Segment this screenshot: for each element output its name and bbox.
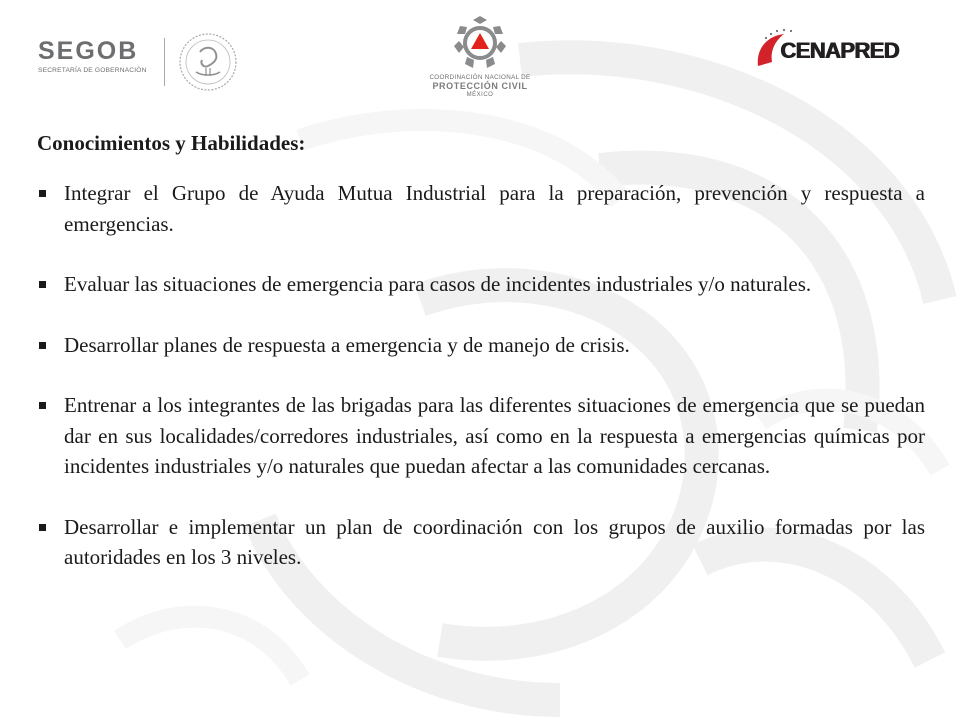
list-item-text: Desarrollar e implementar un plan de coordinación con los grupos de auxilio formadas por las autoridades en los 3 niveles. — [64, 514, 925, 569]
cenapred-name: CENAPRED — [780, 38, 899, 63]
list-item — [37, 512, 925, 573]
skills-list — [37, 178, 925, 573]
list-item — [37, 330, 925, 361]
mexico-coat-of-arms-icon — [172, 30, 244, 94]
square-bullet-icon — [39, 342, 46, 349]
square-bullet-icon — [39, 190, 46, 197]
square-bullet-icon — [39, 524, 46, 531]
logo-divider — [164, 38, 165, 86]
slide-content — [37, 128, 925, 603]
header — [0, 0, 960, 120]
square-bullet-icon — [39, 402, 46, 409]
list-item — [37, 390, 925, 482]
list-item-text: Integrar el Grupo de Ayuda Mutua Industrial para la preparación, prevención y respuesta a emergencias. — [64, 181, 925, 236]
square-bullet-icon — [39, 281, 46, 288]
list-item-text: Evaluar las situaciones de emergencia para casos de incidentes industriales y/o naturales. — [64, 272, 812, 296]
pc-line-2: PROTECCIÓN CIVIL — [432, 81, 528, 91]
section-title: Conocimientos y Habilidades: — [37, 131, 306, 155]
list-item — [37, 269, 925, 300]
segob-logo — [38, 38, 170, 74]
list-item — [37, 178, 925, 239]
proteccion-civil-logo — [415, 14, 545, 114]
pc-line-3: MÉXICO — [466, 92, 494, 98]
segob-name: SEGOB — [38, 37, 139, 65]
pc-line-1: COORDINACIÓN NACIONAL DE — [429, 74, 531, 81]
list-item-text: Desarrollar planes de respuesta a emergencia y de manejo de crisis. — [64, 332, 630, 357]
proteccion-civil-emblem-icon — [451, 14, 509, 72]
cenapred-logo — [752, 22, 922, 72]
list-item-text: Entrenar a los integrantes de las brigadas para las diferentes situaciones de emergencia que se puedan dar en sus localidades/corredores industriales, así como en la respuesta a emergencias químicas por incidentes industriales y/o naturales que puedan afectar a las comunidades cercanas. — [64, 393, 925, 478]
segob-subtitle: SECRETARÍA DE GOBERNACIÓN — [38, 67, 147, 74]
